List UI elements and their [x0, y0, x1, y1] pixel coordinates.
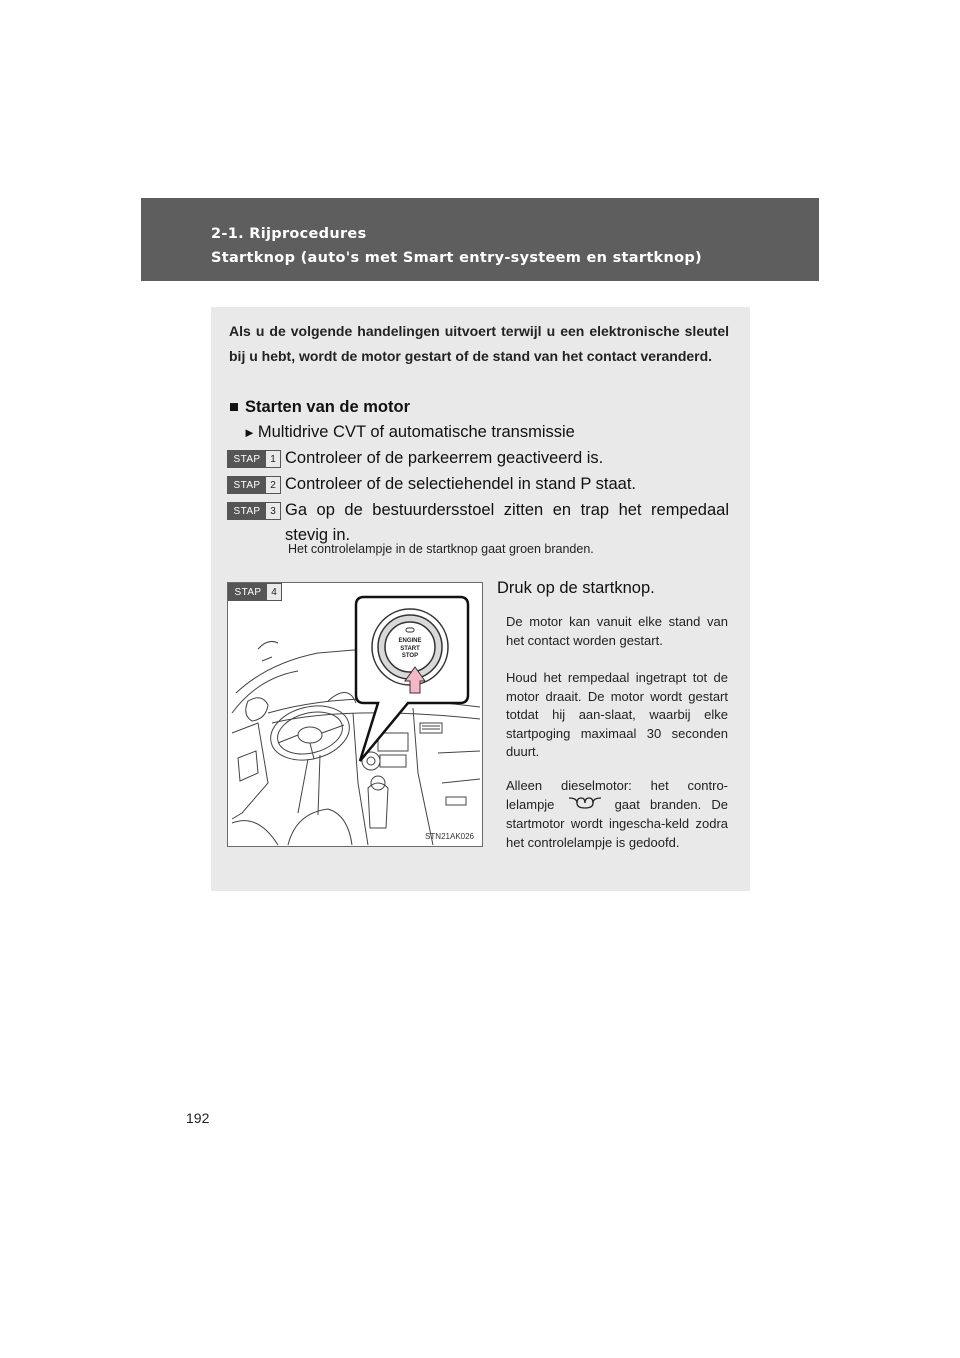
note-start-any-position: De motor kan vanuit elke stand van het contact worden gestart. — [506, 614, 728, 648]
step-badge-1: STAP 1 — [227, 450, 281, 468]
step-text-2: Controleer of de selectiehendel in stand P staat. — [285, 475, 637, 493]
dashboard-illustration — [227, 582, 483, 847]
figure-code: STN21AK026 — [425, 832, 474, 841]
page-title: Startknop (auto's met Smart entry-systeem en startknop) — [211, 250, 702, 266]
subheading — [243, 423, 575, 442]
step-text-4: Druk op de startknop. — [497, 579, 655, 597]
bullet-square: ■ — [229, 398, 239, 416]
header-band — [141, 198, 819, 281]
car-interior-drawing — [228, 583, 482, 846]
intro-text: Als u de volgende handelingen uitvoert terwijl u een elektronische sleutel bij u hebt, wordt de motor gestart of de stand van het contact veranderd. — [229, 323, 729, 364]
arrow-icon: ► — [243, 425, 256, 440]
content-panel — [211, 307, 750, 891]
button-label-stop: STOP — [401, 653, 419, 659]
step-text-1: Controleer of de parkeerrem geactiveerd is. — [285, 449, 604, 467]
page-number: 192 — [186, 1110, 210, 1126]
note-diesel: Alleen dieselmotor: het contro-lelampje gaat branden. De startmotor wordt ingescha-keld zodra het controlelampje is gedoofd. — [506, 778, 728, 850]
step-badge-2: STAP 2 — [227, 476, 281, 494]
section-label: 2-1. Rijprocedures — [211, 226, 367, 242]
note-hold-brake: Houd het rempedaal ingetrapt tot de motor draait. De motor wordt gestart totdat hij aan-slaat, waarbij elke startpoging maximaal 30 seconden duurt. — [506, 670, 728, 759]
step-text-3: Ga op de bestuurdersstoel zitten en trap het rempedaal stevig in. — [285, 501, 729, 544]
section-title: Starten van de motor — [244, 398, 411, 416]
step-badge-3: STAP 3 — [227, 502, 281, 520]
step-badge-4: STAP 4 — [228, 583, 282, 601]
button-label-engine: ENGINE — [398, 638, 422, 644]
step-note-3: Het controlelampje in de startknop gaat groen branden. — [288, 542, 594, 556]
glow-plug-icon — [565, 796, 605, 816]
section-heading — [229, 398, 410, 417]
button-label-start: START — [400, 646, 420, 652]
subheading-text: Multidrive CVT of automatische transmissie — [257, 423, 575, 441]
